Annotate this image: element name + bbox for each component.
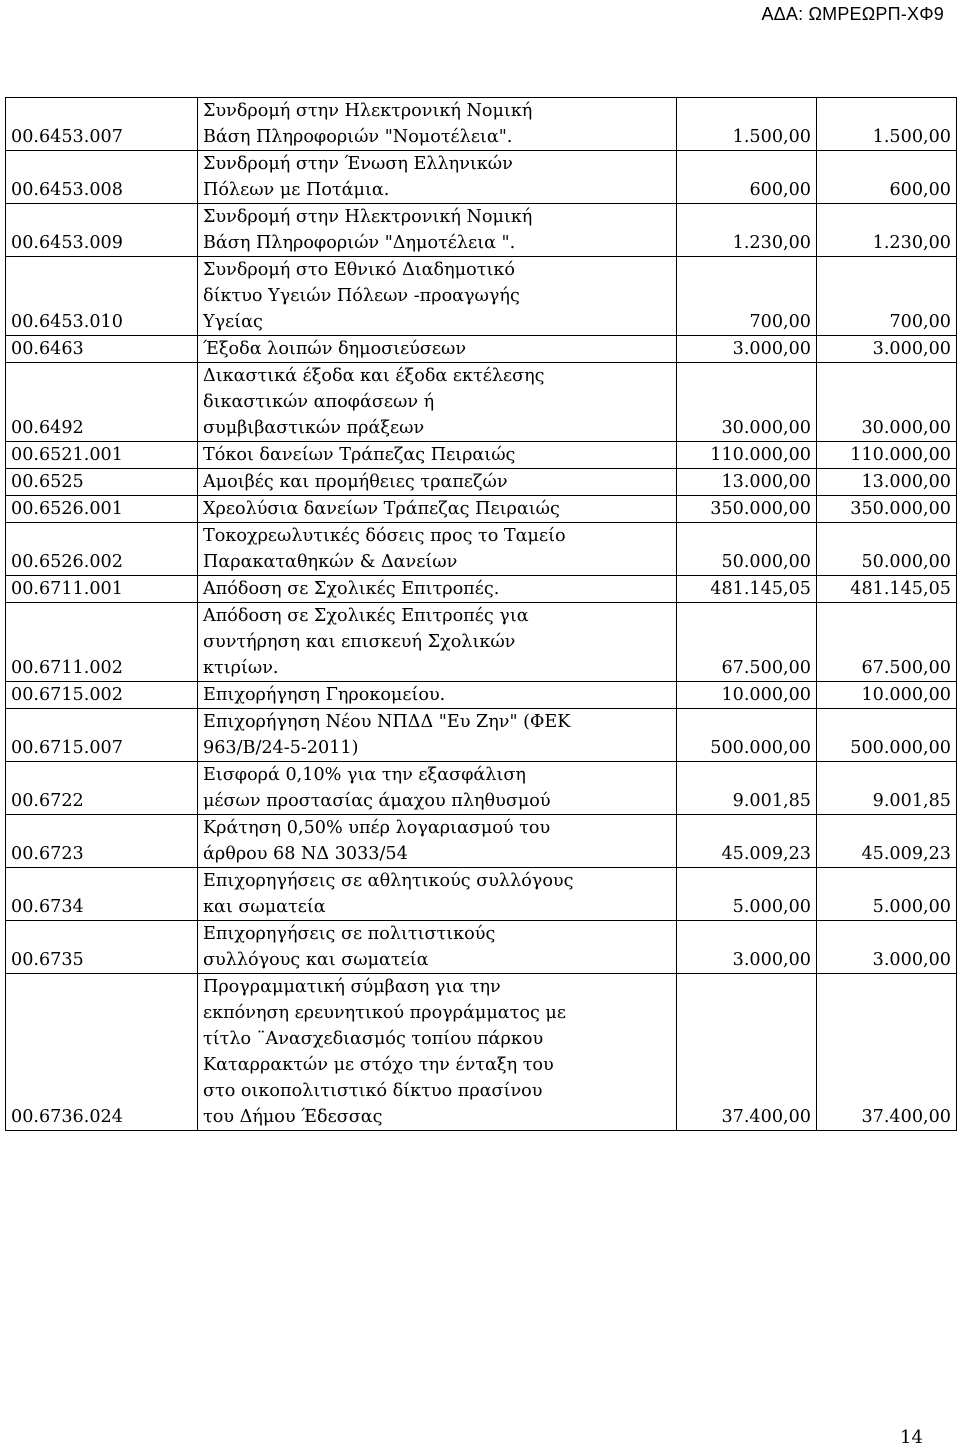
- description-cell: [198, 496, 677, 523]
- description-cell: [198, 974, 677, 1131]
- amount-1: 50.000,00: [677, 523, 817, 576]
- amount-2: 67.500,00: [817, 603, 957, 682]
- amount-1: 3.000,00: [677, 336, 817, 363]
- description-cell: [198, 363, 677, 442]
- table-row: [6, 336, 957, 363]
- description-cell: [198, 762, 677, 815]
- amount-2: 10.000,00: [817, 682, 957, 709]
- amount-2: 50.000,00: [817, 523, 957, 576]
- amount-2: 1.500,00: [817, 98, 957, 151]
- amount-1: 700,00: [677, 257, 817, 336]
- description-text: Απόδοση σε Σχολικές Επιτροπές για συντήρηση και επισκευή Σχολικών κτιρίων.: [203, 606, 529, 678]
- amount-2: 5.000,00: [817, 868, 957, 921]
- amount-1: 1.500,00: [677, 98, 817, 151]
- table-row: [6, 469, 957, 496]
- description-cell: [198, 682, 677, 709]
- amount-1: 67.500,00: [677, 603, 817, 682]
- description-text: Επιχορήγηση Νέου ΝΠΔΔ "Ευ Ζην" (ΦΕΚ 963/Β/24-5-2011): [203, 712, 571, 758]
- description-cell: [198, 523, 677, 576]
- account-code: 00.6492: [6, 363, 198, 442]
- account-code: 00.6453.008: [6, 151, 198, 204]
- table-row: [6, 523, 957, 576]
- description-cell: [198, 257, 677, 336]
- amount-1: 10.000,00: [677, 682, 817, 709]
- description-cell: [198, 576, 677, 603]
- table-row: [6, 815, 957, 868]
- amount-1: 9.001,85: [677, 762, 817, 815]
- description-text: Συνδρομή στην Ηλεκτρονική Νομική Βάση Πληροφοριών "Νομοτέλεια".: [203, 101, 533, 147]
- amount-1: 110.000,00: [677, 442, 817, 469]
- budget-table: [5, 97, 957, 1131]
- table-row: [6, 762, 957, 815]
- amount-2: 9.001,85: [817, 762, 957, 815]
- account-code: 00.6453.007: [6, 98, 198, 151]
- amount-1: 37.400,00: [677, 974, 817, 1131]
- amount-1: 5.000,00: [677, 868, 817, 921]
- description-text: Συνδρομή στην Ηλεκτρονική Νομική Βάση Πληροφοριών "Δημοτέλεια ".: [203, 207, 533, 253]
- description-cell: [198, 151, 677, 204]
- table-row: [6, 363, 957, 442]
- description-text: Αμοιβές και προμήθειες τραπεζών: [203, 472, 508, 492]
- account-code: 00.6463: [6, 336, 198, 363]
- amount-2: 700,00: [817, 257, 957, 336]
- account-code: 00.6453.010: [6, 257, 198, 336]
- description-text: Επιχορήγηση Γηροκομείου.: [203, 685, 446, 705]
- amount-2: 500.000,00: [817, 709, 957, 762]
- description-text: Έξοδα λοιπών δημοσιεύσεων: [203, 339, 467, 359]
- amount-1: 13.000,00: [677, 469, 817, 496]
- amount-2: 3.000,00: [817, 921, 957, 974]
- table-row: [6, 98, 957, 151]
- account-code: 00.6722: [6, 762, 198, 815]
- account-code: 00.6723: [6, 815, 198, 868]
- amount-1: 350.000,00: [677, 496, 817, 523]
- table-row: [6, 603, 957, 682]
- amount-1: 45.009,23: [677, 815, 817, 868]
- amount-2: 45.009,23: [817, 815, 957, 868]
- table-row: [6, 868, 957, 921]
- description-text: Απόδοση σε Σχολικές Επιτροπές.: [203, 579, 500, 599]
- page-number: 14: [900, 1427, 923, 1448]
- amount-2: 350.000,00: [817, 496, 957, 523]
- description-cell: [198, 336, 677, 363]
- account-code: 00.6525: [6, 469, 198, 496]
- account-code: 00.6736.024: [6, 974, 198, 1131]
- description-cell: [198, 603, 677, 682]
- description-cell: [198, 815, 677, 868]
- amount-2: 481.145,05: [817, 576, 957, 603]
- account-code: 00.6734: [6, 868, 198, 921]
- account-code: 00.6526.002: [6, 523, 198, 576]
- account-code: 00.6711.001: [6, 576, 198, 603]
- account-code: 00.6521.001: [6, 442, 198, 469]
- description-text: Χρεολύσια δανείων Τράπεζας Πειραιώς: [203, 499, 560, 519]
- description-text: Δικαστικά έξοδα και έξοδα εκτέλεσης δικαστικών αποφάσεων ή συμβιβαστικών πράξεων: [203, 366, 545, 438]
- description-cell: [198, 98, 677, 151]
- description-cell: [198, 868, 677, 921]
- description-cell: [198, 204, 677, 257]
- account-code: 00.6453.009: [6, 204, 198, 257]
- amount-1: 3.000,00: [677, 921, 817, 974]
- description-text: Επιχορηγήσεις σε πολιτιστικούς συλλόγους και σωματεία: [203, 924, 496, 970]
- ada-header: ΑΔΑ: ΩΜΡΕΩΡΠ-ΧΦ9: [761, 4, 944, 24]
- table-row: [6, 709, 957, 762]
- table-row: [6, 496, 957, 523]
- table-row: [6, 974, 957, 1131]
- amount-1: 500.000,00: [677, 709, 817, 762]
- table-row: [6, 442, 957, 469]
- table-row: [6, 151, 957, 204]
- amount-1: 30.000,00: [677, 363, 817, 442]
- amount-2: 3.000,00: [817, 336, 957, 363]
- account-code: 00.6735: [6, 921, 198, 974]
- description-cell: [198, 469, 677, 496]
- account-code: 00.6711.002: [6, 603, 198, 682]
- table-row: [6, 682, 957, 709]
- amount-2: 600,00: [817, 151, 957, 204]
- table-row: [6, 257, 957, 336]
- amount-2: 1.230,00: [817, 204, 957, 257]
- description-text: Τόκοι δανείων Τράπεζας Πειραιώς: [203, 445, 516, 465]
- description-text: Επιχορηγήσεις σε αθλητικούς συλλόγους και σωματεία: [203, 871, 574, 917]
- amount-2: 110.000,00: [817, 442, 957, 469]
- amount-2: 30.000,00: [817, 363, 957, 442]
- description-text: Προγραμματική σύμβαση για την εκπόνηση ερευνητικού προγράμματος με τίτλο ¨Ανασχεδιασμός τοπίου πάρκου Καταρρακτών με στόχο την ένταξη του στο οικοπολιτιστικό δίκτυο πρασίνου του Δήμου Έδεσσας: [203, 977, 566, 1127]
- description-text: Εισφορά 0,10% για την εξασφάλιση μέσων προστασίας άμαχου πληθυσμού: [203, 765, 551, 811]
- table-row: [6, 921, 957, 974]
- amount-2: 37.400,00: [817, 974, 957, 1131]
- account-code: 00.6715.007: [6, 709, 198, 762]
- amount-1: 600,00: [677, 151, 817, 204]
- amount-2: 13.000,00: [817, 469, 957, 496]
- account-code: 00.6526.001: [6, 496, 198, 523]
- description-cell: [198, 921, 677, 974]
- budget-table-body: [6, 98, 957, 1131]
- description-cell: [198, 442, 677, 469]
- amount-1: 1.230,00: [677, 204, 817, 257]
- description-text: Κράτηση 0,50% υπέρ λογαριασμού του άρθρου 68 ΝΔ 3033/54: [203, 818, 551, 864]
- table-row: [6, 576, 957, 603]
- table-row: [6, 204, 957, 257]
- description-cell: [198, 709, 677, 762]
- account-code: 00.6715.002: [6, 682, 198, 709]
- description-text: Συνδρομή στην Ένωση Ελληνικών Πόλεων με Ποτάμια.: [203, 154, 513, 200]
- amount-1: 481.145,05: [677, 576, 817, 603]
- description-text: Συνδρομή στο Εθνικό Διαδημοτικό δίκτυο Υγειών Πόλεων -προαγωγής Υγείας: [203, 260, 520, 332]
- description-text: Τοκοχρεωλυτικές δόσεις προς το Ταμείο Παρακαταθηκών & Δανείων: [203, 526, 566, 572]
